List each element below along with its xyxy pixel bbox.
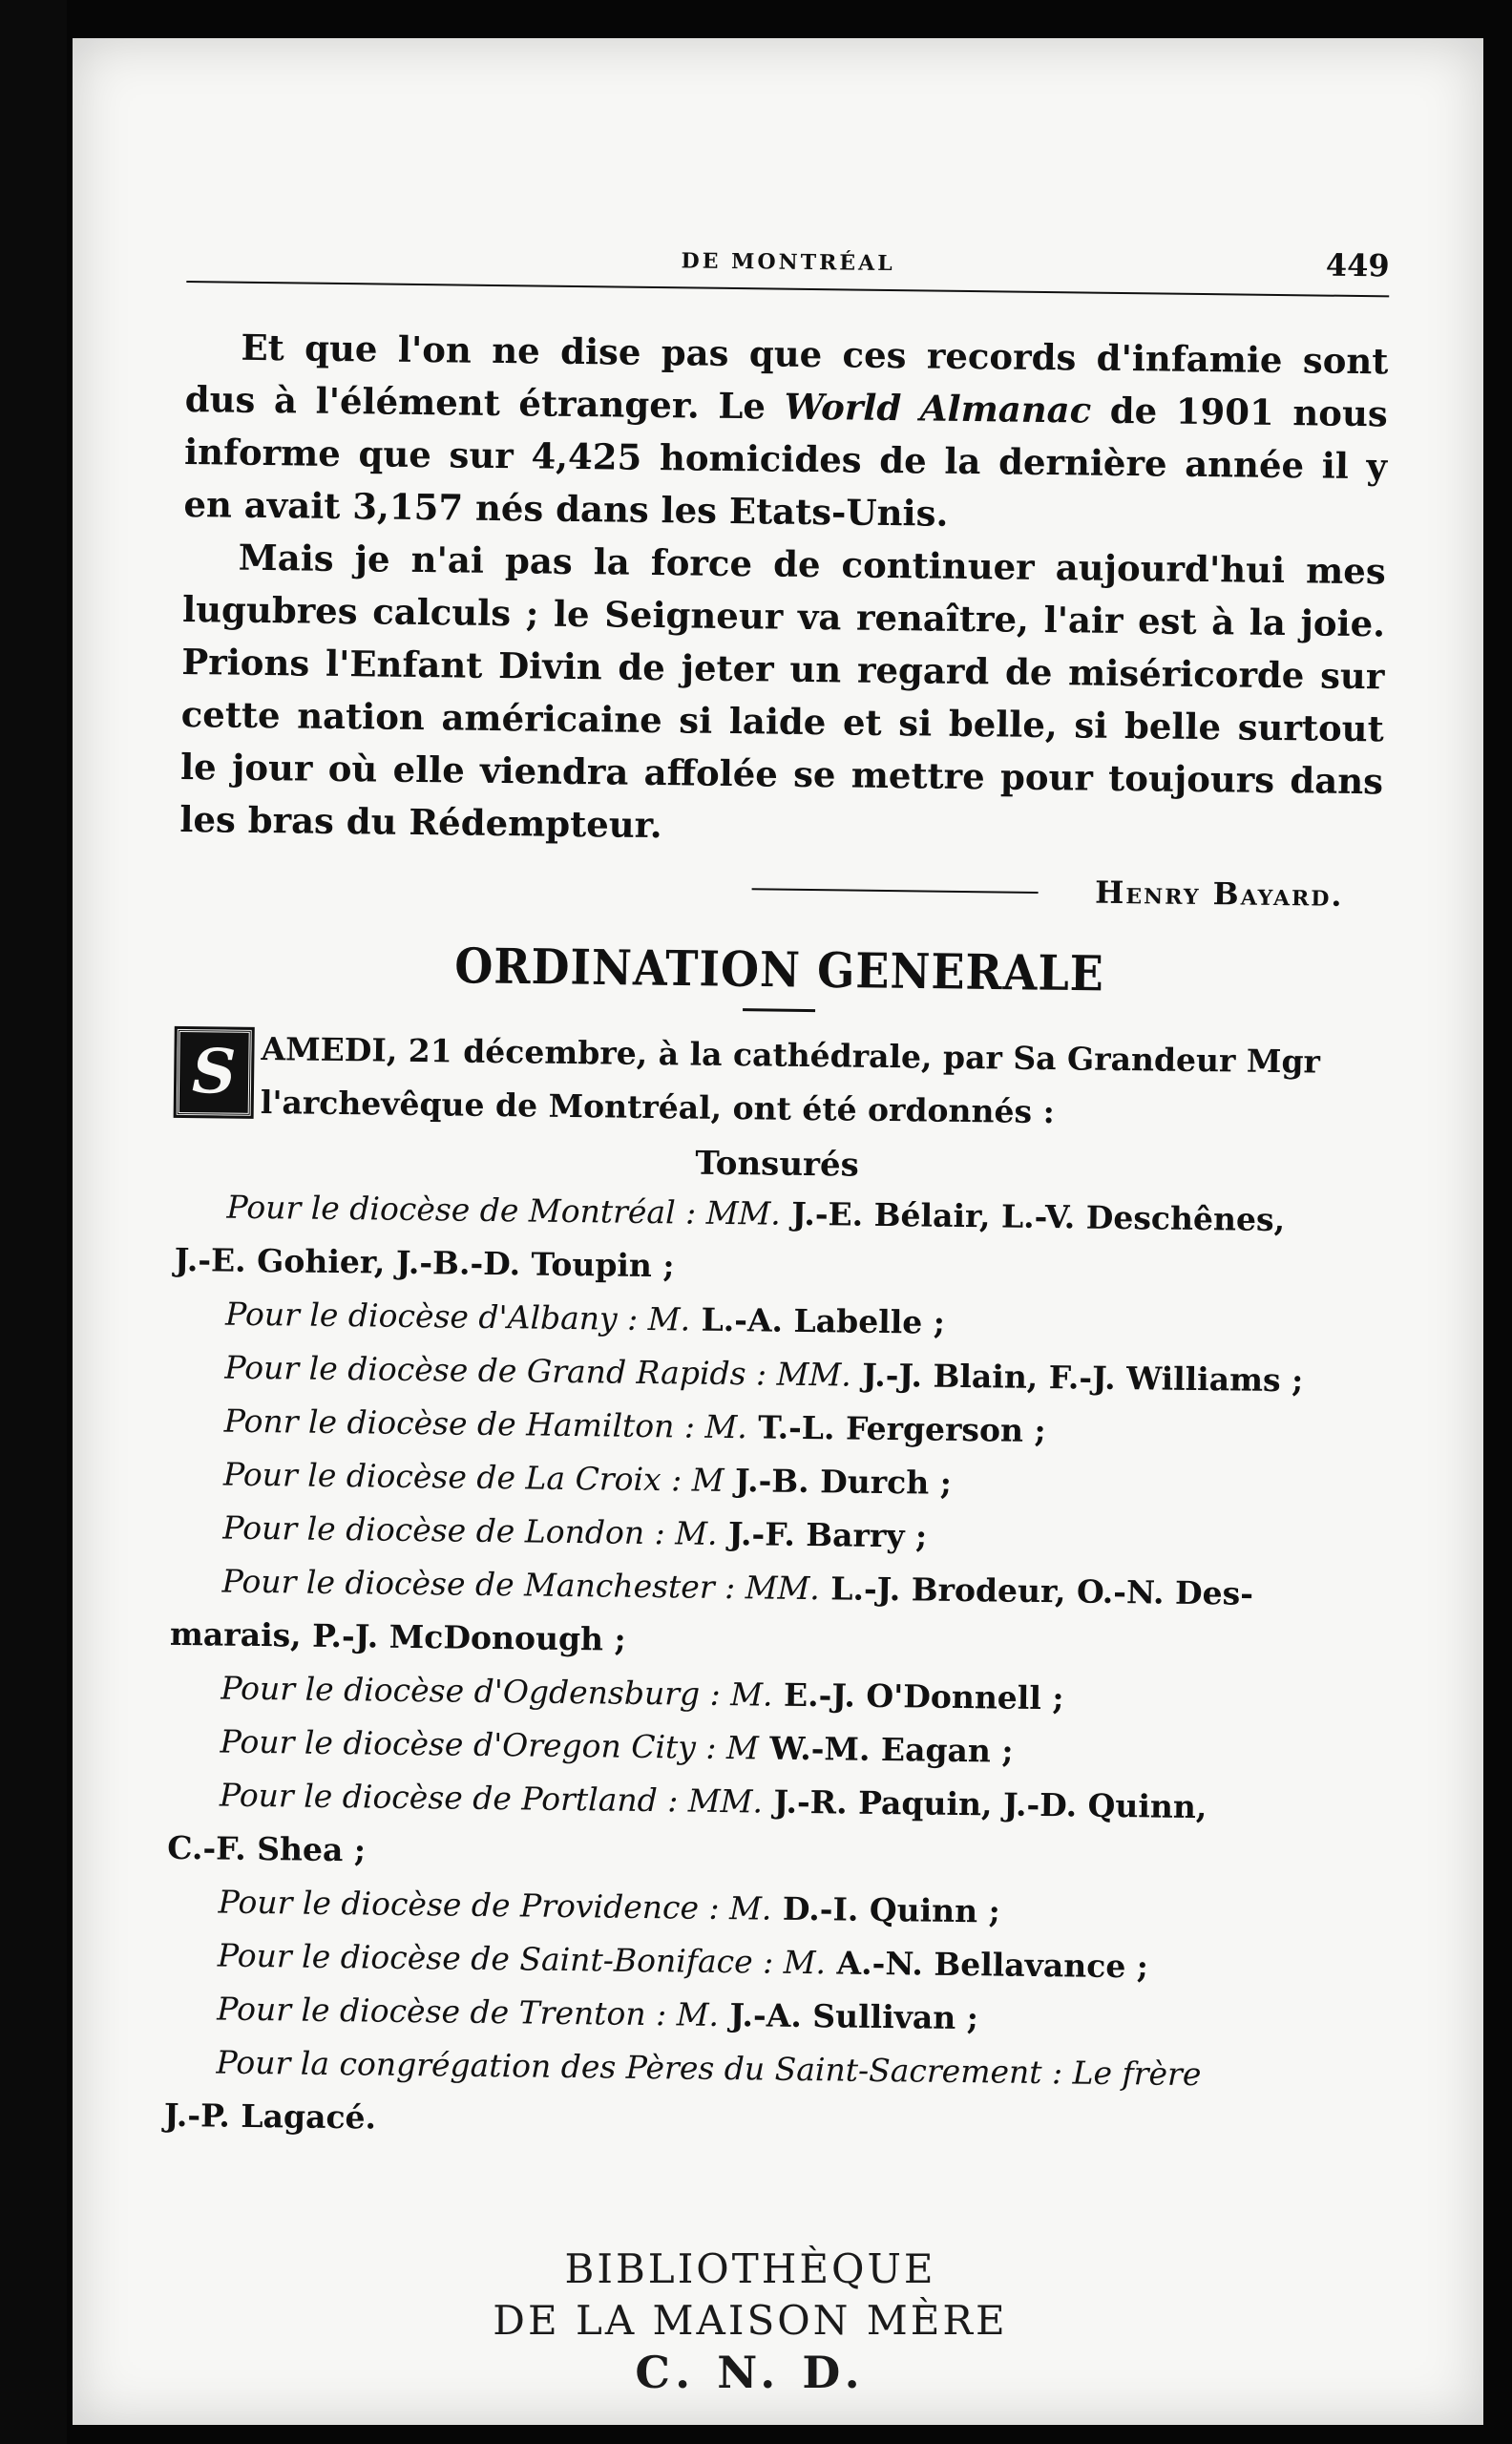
- diocese-label: Pour le diocèse de Trenton : M.: [216, 1990, 720, 2033]
- diocese-label: Pour le diocèse de Providence : M.: [218, 1883, 772, 1928]
- diocese-label: Pour le diocèse de London : M.: [222, 1508, 718, 1552]
- running-head: DE MONTRÉAL: [681, 248, 895, 277]
- paragraph-1-start: Et que l'on ne dise pas que ces records d'infamie sont dus à l'élément étranger. Le: [184, 326, 1389, 428]
- ordinand-names: J.-E. Bélair, L.-V. Deschênes,: [791, 1194, 1286, 1239]
- ordinand-names: W.-M. Eagan ;: [769, 1729, 1014, 1770]
- diocese-label: Pour le diocèse de Grand Rapids : MM.: [224, 1348, 851, 1394]
- signature-row: [178, 855, 1344, 922]
- diocese-label: Ponr le diocèse de Hamilton : M.: [223, 1401, 748, 1446]
- entry-continuation: C.-F. Shea ;: [167, 1828, 367, 1869]
- page-number: 449: [1325, 246, 1390, 284]
- entry-continuation: J.-E. Gohier, J.-B.-D. Toupin ;: [174, 1240, 675, 1285]
- author-signature: Henry Bayard.: [1094, 874, 1344, 914]
- library-stamp: [454, 2244, 1046, 2398]
- list-item: [170, 1554, 1374, 1675]
- paragraph-2: Mais je n'ai pas la force de continuer aujourd'hui mes lugubres calculs ; le Seigneur va renaître, l'air est à la joie. Prions l'Enfant Divin de jeter un regard de miséricorde sur cette nation américaine si laide et si belle, si belle surtout le jour où elle viendra affolée se mettre pour toujours dans les bras du Rédempteur.: [179, 536, 1386, 847]
- stamp-line-3: C. N. D.: [635, 2347, 866, 2398]
- entry-continuation: marais, P.-J. McDonough ;: [169, 1614, 626, 1658]
- ordinand-names: E.-J. O'Donnell ;: [783, 1675, 1064, 1717]
- diocese-label: Pour la congrégation des Pères du Saint-Sacrement : Le frère: [216, 2043, 1202, 2094]
- paragraph-1-end: de 1901 nous informe que sur 4,425 homicides de la dernière année il y en avait 3,157 nés dans les Etats-Unis.: [183, 389, 1389, 535]
- ordinand-names: T.-L. Fergerson ;: [758, 1408, 1046, 1450]
- ordinand-names: J.-J. Blain, F.-J. Williams ;: [861, 1356, 1304, 1400]
- title-rule: [743, 1008, 815, 1012]
- almanac-title: World Almanac: [784, 385, 1092, 432]
- ordinand-names: L.-A. Labelle ;: [701, 1300, 946, 1341]
- section-intro: [176, 1022, 1379, 1143]
- dropcap-letter: S: [177, 1029, 252, 1116]
- ordination-list: [164, 1180, 1378, 2157]
- diocese-label: Pour le diocèse d'Albany : M.: [224, 1295, 691, 1338]
- paragraph-1: [183, 321, 1389, 545]
- list-item: [164, 2035, 1368, 2157]
- intro-text: AMEDI, 21 décembre, à la cathédrale, par Sa Grandeur Mgr l'archevêque de Montréal, ont été ordonnés :: [260, 1030, 1321, 1131]
- article-text: [178, 321, 1388, 922]
- diocese-label: Pour le diocèse de Saint-Boniface : M.: [217, 1936, 827, 1982]
- diocese-label: Pour le diocèse de Manchester : MM.: [221, 1562, 821, 1608]
- left-page-edge: [0, 0, 67, 2444]
- stamp-line-2: DE LA MAISON MÈRE: [493, 2297, 1008, 2344]
- ordinand-names: J.-A. Sullivan ;: [729, 1996, 979, 2037]
- stamp-line-1: BIBLIOTHÈQUE: [564, 2245, 936, 2292]
- page-header: [186, 229, 1390, 301]
- ordinand-names: J.-F. Barry ;: [727, 1515, 928, 1555]
- section-title: ORDINATION GENERALE: [453, 937, 1105, 1002]
- ordinand-names: J.-R. Paquin, J.-D. Quinn,: [773, 1782, 1208, 1826]
- ordinand-names: J.-B. Durch ;: [734, 1462, 953, 1502]
- list-item: [167, 1768, 1371, 1889]
- diocese-label: Pour le diocèse d'Ogdensburg : M.: [220, 1669, 773, 1714]
- ordinand-names: L.-J. Brodeur, O.-N. Des-: [830, 1570, 1254, 1612]
- book-page: [73, 38, 1483, 2425]
- diocese-label: Pour le diocèse de La Croix : M: [222, 1455, 724, 1499]
- entry-continuation: J.-P. Lagacé.: [163, 2096, 377, 2137]
- ordinand-names: D.-I. Quinn ;: [782, 1889, 1001, 1930]
- header-rule: [186, 281, 1389, 297]
- diocese-label: Pour le diocèse de Montréal : MM.: [226, 1188, 782, 1233]
- page-content: [164, 229, 1390, 2157]
- diocese-label: Pour le diocèse d'Oregon City : M: [220, 1722, 760, 1767]
- diocese-label: Pour le diocèse de Portland : MM.: [219, 1776, 764, 1821]
- list-item: [174, 1180, 1377, 1301]
- signature-rule: [751, 888, 1038, 894]
- ordinand-names: A.-N. Bellavance ;: [836, 1944, 1149, 1986]
- subhead-tonsures: Tonsurés: [695, 1144, 859, 1185]
